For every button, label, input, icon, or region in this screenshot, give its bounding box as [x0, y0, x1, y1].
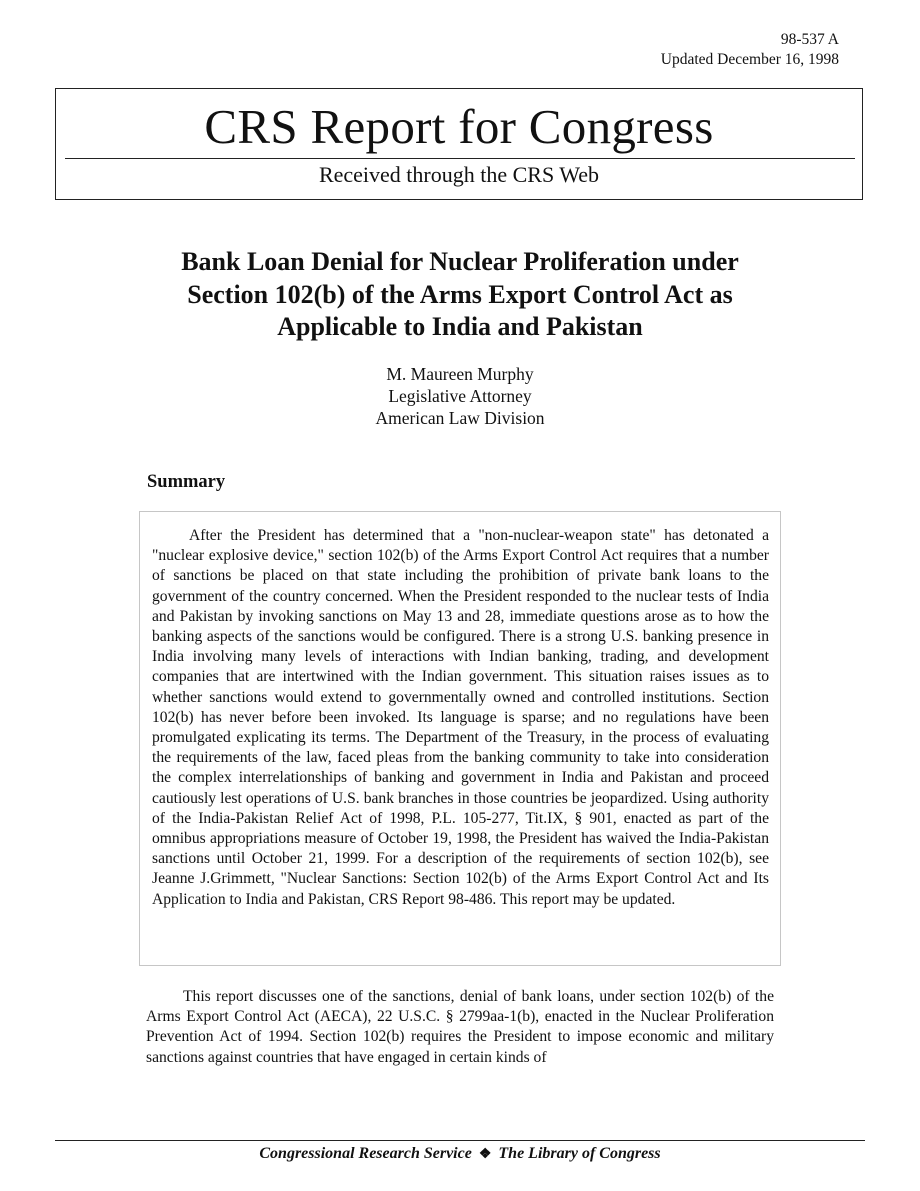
- crs-header-box: [55, 88, 863, 200]
- footer-right-text: The Library of Congress: [498, 1145, 661, 1162]
- title-line-2: Section 102(b) of the Arms Export Control Act as: [187, 279, 733, 309]
- header-divider: [65, 158, 855, 159]
- summary-text: After the President has determined that a "non-nuclear-weapon state" has detonated a "nuclear explosive device," section 102(b) of the Arms Export Control Act requires that a number of sanctions be placed on that state including the prohibition of private bank loans to the government of the country concerned. When the President responded to the nuclear tests of India and Pakistan by invoking sanctions on May 13 and 28, immediate questions arose as to how the banking aspects of the sanctions would be configured. There is a strong U.S. banking presence in India involving many levels of interactions with Indian banking, trading, and development companies that are intertwined with the Indian government. This situation raises issues as to whether sanctions would extend to governmentally owned and controlled institutions. Section 102(b) has never before been invoked. Its language is sparse; and no regulations have been promulgated explicating its terms. The Department of the Treasury, in the process of evaluating the requirements of the law, faced pleas from the banking community to take into consideration the complex interrelationships of banking and government in India and Pakistan and proceed cautiously lest operations of U.S. bank branches in those countries be jeopardized. Using authority of the India-Pakistan Relief Act of 1998, P.L. 105-277, Tit.IX, § 901, enacted as part of the omnibus appropriations measure of October 19, 1998, the President has waived the India-Pakistan sanctions until October 21, 1999. For a description of the requirements of section 102(b), see Jeanne J.Grimmett, "Nuclear Sanctions: Section 102(b) of the Arms Export Control Act and Its Application to India and Pakistan, CRS Report 98-486. This report may be updated.: [152, 527, 769, 908]
- page-footer: [0, 1143, 920, 1166]
- header-title: CRS Report for Congress: [204, 99, 714, 154]
- updated-date: Updated December 16, 1998: [660, 51, 839, 68]
- title-line-3: Applicable to India and Pakistan: [277, 312, 643, 341]
- body-paragraph: This report discusses one of the sanctions, denial of bank loans, under section 102(b) of the Arms Export Control Act (AECA), 22 U.S.C. § 2799aa-1(b), enacted in the Nuclear Proliferation Prevention Act of 1994. Section 102(b) requires the President to impose economic and military sanctions against countries that have engaged in certain kinds of: [146, 988, 774, 1066]
- author-name: M. Maureen Murphy: [386, 364, 534, 384]
- footer-left-text: Congressional Research Service: [259, 1145, 472, 1162]
- diamond-cluster-icon: ❖: [478, 1147, 492, 1162]
- report-number: 98-537 A: [780, 31, 839, 48]
- footer-divider: [55, 1140, 865, 1141]
- author-division: American Law Division: [375, 408, 545, 428]
- document-title: [120, 246, 800, 344]
- report-identifier: [661, 30, 839, 70]
- title-line-1: Bank Loan Denial for Nuclear Proliferation under: [181, 247, 739, 276]
- author-block: [0, 363, 920, 429]
- header-subtitle: Received through the CRS Web: [318, 162, 600, 187]
- summary-heading: Summary: [147, 472, 226, 492]
- author-position: Legislative Attorney: [388, 386, 532, 406]
- summary-box: [139, 511, 781, 966]
